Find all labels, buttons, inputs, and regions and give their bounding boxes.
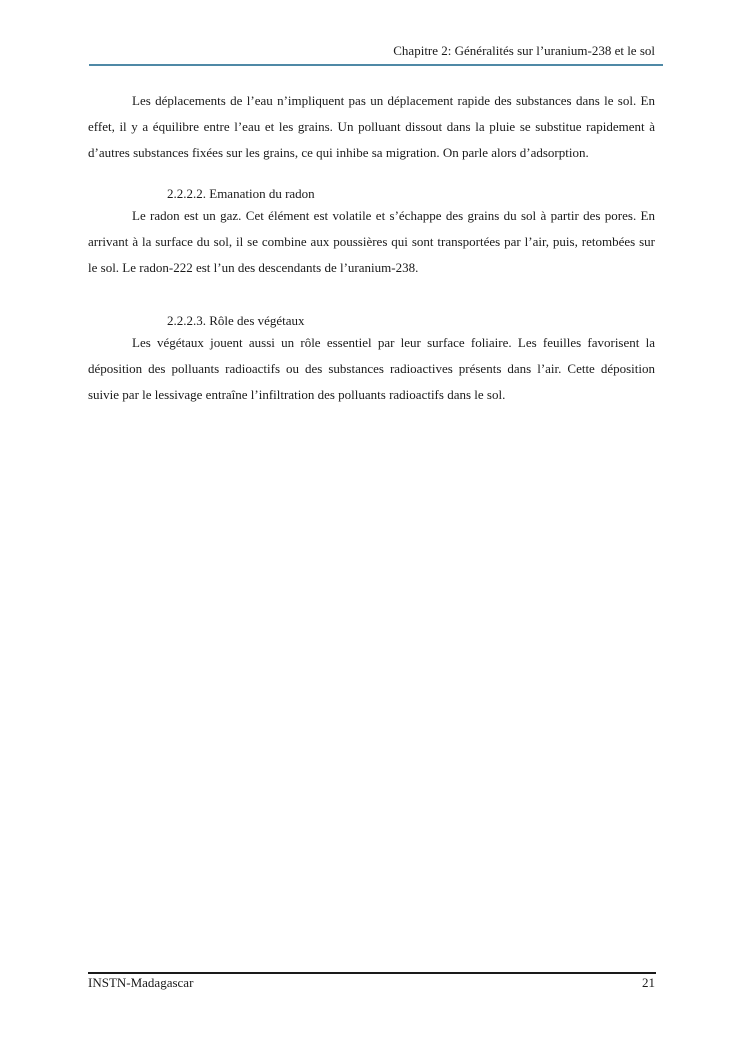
paragraph-vegetaux: Les végétaux jouent aussi un rôle essentiel par leur surface foliaire. Les feuilles favorisent la déposition des polluants radioactifs ou des substances radioactives présents dans l’air. Cette déposition suivie par le lessivage entraîne l’infiltration des polluants radioactifs dans le sol. <box>88 335 655 402</box>
header-divider <box>89 64 663 66</box>
page-content <box>88 88 655 408</box>
section-heading-vegetaux: 2.2.2.3. Rôle des végétaux <box>167 313 305 328</box>
paragraph-adsorption: Les déplacements de l’eau n’impliquent pas un déplacement rapide des substances dans le sol. En effet, il y a équilibre entre l’eau et les grains. Un polluant dissout dans la pluie se substitue rapidement à d’autres substances fixées sur les grains, ce qui inhibe sa migration. On parle alors d’adsorption. <box>88 93 655 160</box>
chapter-header-title: Chapitre 2: Généralités sur l’uranium-238 et le sol <box>393 43 655 58</box>
footer-divider <box>88 972 656 974</box>
paragraph-radon: Le radon est un gaz. Cet élément est volatile et s’échappe des grains du sol à partir des pores. En arrivant à la surface du sol, il se combine aux poussières qui sont transportées par l’air, puis, retombées sur le sol. Le radon-222 est l’un des descendants de l’uranium-238. <box>88 208 655 275</box>
page-number: 21 <box>642 975 655 990</box>
section-heading-radon: 2.2.2.2. Emanation du radon <box>167 186 315 201</box>
footer-institution: INSTN-Madagascar <box>88 975 194 990</box>
